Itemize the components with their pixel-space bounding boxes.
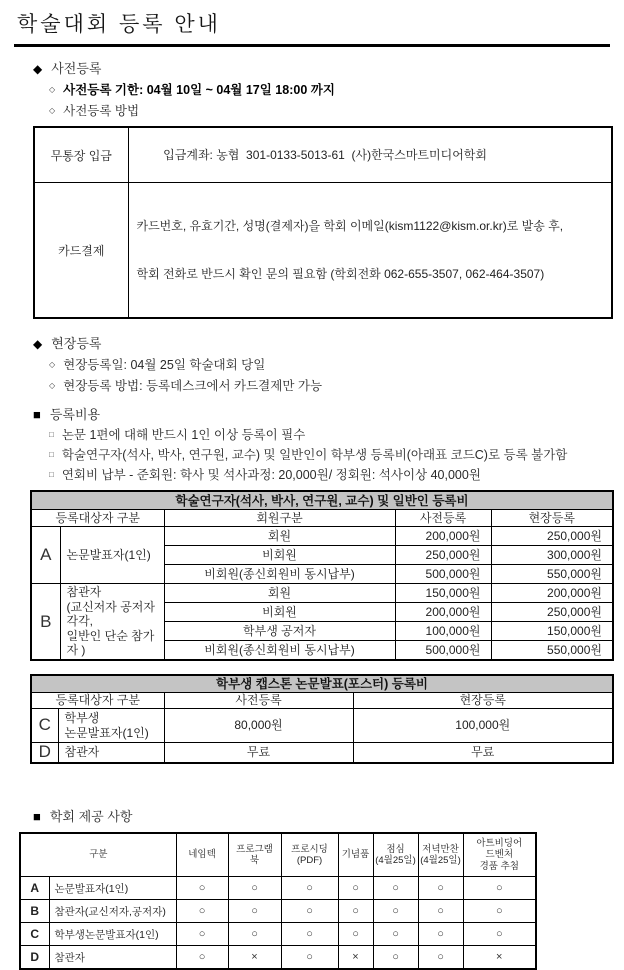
- onsite-fee-cell: 150,000원: [491, 622, 613, 641]
- filled-diamond-icon: ◆: [33, 337, 43, 351]
- table-row: [34, 127, 612, 183]
- provision-mark: ○: [373, 877, 418, 900]
- header-line: (PDF): [296, 855, 323, 866]
- header-line: (4월25일): [375, 855, 416, 866]
- filled-diamond-icon: ◆: [33, 62, 43, 76]
- provision-mark: ○: [338, 923, 373, 946]
- card-payment-line: 카드번호, 유효기간, 성명(결제자)을 학회 이메일(kism1122@kism.or.kr)로 발송 후,: [136, 219, 564, 233]
- col-header-pre-reg: 사전등록: [164, 693, 353, 709]
- provision-mark: ×: [338, 946, 373, 970]
- provision-mark: ○: [281, 946, 338, 970]
- table-row: [20, 923, 536, 946]
- onsite-fee-cell: 100,000원: [353, 709, 613, 743]
- group-label-line: 논문발표자(1인): [64, 725, 149, 740]
- table-header-row: [31, 510, 613, 527]
- pre-reg-method: [49, 103, 624, 119]
- payment-detail-cell: [128, 127, 612, 183]
- pre-fee-cell: 500,000원: [395, 565, 491, 584]
- table-header-row: [31, 693, 613, 709]
- onsite-fee-cell: 550,000원: [491, 565, 613, 584]
- group-label-line: 논문발표자(1인): [66, 547, 151, 562]
- table-row: [31, 709, 613, 743]
- section-heading: 사전등록: [51, 61, 102, 76]
- table-title-row: [31, 675, 613, 693]
- provision-mark: ○: [176, 900, 228, 923]
- onsite-fee-cell: 250,000원: [491, 603, 613, 622]
- student-fee-table: [30, 674, 614, 764]
- group-code-cell: B: [31, 584, 60, 661]
- filled-square-icon: ■: [33, 809, 41, 824]
- group-code-cell: D: [31, 743, 58, 764]
- open-square-icon: □: [49, 450, 54, 459]
- member-type-cell: 비회원: [164, 546, 395, 565]
- header-line: 점심: [386, 843, 405, 855]
- provision-mark: ○: [418, 946, 463, 970]
- open-diamond-icon: ◇: [49, 381, 56, 390]
- col-header-program-book: [228, 833, 281, 877]
- member-type-cell: 회원: [164, 584, 395, 603]
- header-line: 드벤처: [485, 849, 514, 861]
- header-line: 아트비딩어: [476, 837, 523, 849]
- table-row: [31, 743, 613, 764]
- group-label-line: (교신저자 공저자 각각,: [66, 599, 155, 629]
- group-code-cell: C: [31, 709, 58, 743]
- provision-mark: ×: [228, 946, 281, 970]
- section-onsite-registration: [33, 336, 624, 352]
- page-title: 학술대회 등록 안내: [17, 13, 221, 36]
- section-pre-registration: [33, 61, 624, 77]
- row-label-cell: 논문발표자(1인): [49, 877, 176, 900]
- group-label-line: 일반인 단순 참가자 ): [66, 628, 155, 658]
- col-header-category: 구분: [20, 833, 176, 877]
- title-underline: [14, 44, 610, 47]
- group-label-line: 학부생: [64, 711, 100, 725]
- open-square-icon: □: [49, 430, 54, 439]
- member-type-cell: 회원: [164, 527, 395, 546]
- row-label-cell: 참관자: [49, 946, 176, 970]
- row-label-cell: 참관자(교신저자,공저자): [49, 900, 176, 923]
- provision-mark: ○: [176, 877, 228, 900]
- pre-fee-cell: 150,000원: [395, 584, 491, 603]
- payment-method-table: [33, 126, 613, 319]
- col-header-onsite-reg: 현장등록: [491, 510, 613, 527]
- section-heading: 등록비용: [49, 407, 101, 422]
- onsite-fee-cell: 200,000원: [491, 584, 613, 603]
- row-code-cell: C: [20, 923, 49, 946]
- pre-reg-deadline: [49, 82, 624, 98]
- provision-mark: ○: [281, 900, 338, 923]
- group-code-cell: A: [31, 527, 60, 584]
- onsite-day: [49, 357, 624, 373]
- researcher-fee-table: [30, 490, 614, 661]
- provision-mark: ○: [418, 877, 463, 900]
- provisions-table: [19, 832, 537, 970]
- group-label-cell: [58, 709, 164, 743]
- col-header-target: 등록대상자 구분: [31, 693, 164, 709]
- pre-fee-cell: 200,000원: [395, 603, 491, 622]
- provision-mark: ○: [338, 900, 373, 923]
- row-code-cell: B: [20, 900, 49, 923]
- fees-bullet-text: 학술연구자(석사, 박사, 연구원, 교수) 및 일반인이 학부생 등록비(아래표 코드C)로 등록 불가함: [61, 448, 568, 462]
- group-label-cell: [60, 527, 164, 584]
- col-header-lunch: [373, 833, 418, 877]
- onsite-day-text: 현장등록일: 04월 25일 학술대회 당일: [63, 358, 266, 372]
- open-square-icon: □: [49, 470, 54, 479]
- col-header-target: 등록대상자 구분: [31, 510, 164, 527]
- col-header-member-type: 회원구분: [164, 510, 395, 527]
- header-line: 네임텍: [188, 849, 216, 861]
- member-type-cell: 학부생 공저자: [164, 622, 395, 641]
- section-heading: 학회 제공 사항: [49, 809, 133, 824]
- col-header-prize-draw: [463, 833, 536, 877]
- onsite-method-text: 현장등록 방법: 등록데스크에서 카드결제만 가능: [63, 379, 323, 393]
- header-line: 프로그램: [236, 843, 273, 855]
- provision-mark: ○: [176, 923, 228, 946]
- header-line: 경품 추첨: [479, 860, 519, 872]
- table-row: [31, 527, 613, 546]
- provision-mark: ○: [228, 900, 281, 923]
- table-row: [34, 183, 612, 319]
- pre-fee-cell: 100,000원: [395, 622, 491, 641]
- provision-mark: ×: [463, 946, 536, 970]
- fees-bullet: [49, 467, 624, 483]
- table-row: [31, 584, 613, 603]
- onsite-fee-cell: 550,000원: [491, 641, 613, 661]
- header-line: 기념품: [341, 849, 370, 861]
- pre-fee-cell: 200,000원: [395, 527, 491, 546]
- section-provisions: [33, 809, 624, 825]
- provision-mark: ○: [418, 923, 463, 946]
- row-code-cell: D: [20, 946, 49, 970]
- onsite-fee-cell: 250,000원: [491, 527, 613, 546]
- filled-square-icon: ■: [33, 407, 41, 422]
- table-header-row: [20, 833, 536, 877]
- pre-fee-cell: 80,000원: [164, 709, 353, 743]
- onsite-fee-cell: 300,000원: [491, 546, 613, 565]
- provision-mark: ○: [418, 900, 463, 923]
- provision-mark: ○: [228, 877, 281, 900]
- group-label-line: 참관자: [64, 745, 100, 760]
- table-row: [20, 900, 536, 923]
- section-heading: 현장등록: [51, 336, 102, 351]
- fees-bullet-text: 연회비 납부 - 준회원: 학사 및 석사과정: 20,000원/ 정회원: 석사이상 40,000원: [61, 468, 481, 482]
- researcher-table-title: 학술연구자(석사, 박사, 연구원, 교수) 및 일반인 등록비: [31, 491, 613, 510]
- col-header-nametag: [176, 833, 228, 877]
- row-label-cell: 학부생논문발표자(1인): [49, 923, 176, 946]
- col-header-souvenir: [338, 833, 373, 877]
- header-line: (4월25일): [420, 855, 461, 866]
- col-header-proceedings: [281, 833, 338, 877]
- payment-type-cell: 무통장 입금: [34, 127, 128, 183]
- row-code-cell: A: [20, 877, 49, 900]
- col-header-dinner: [418, 833, 463, 877]
- header-line: 프로시딩: [291, 843, 328, 855]
- bank-account-text: 입금계좌: 농협 301-0133-5013-61 (사)한국스마트미디어학회: [163, 148, 487, 162]
- pre-reg-deadline-text: 사전등록 기한: 04월 10일 ~ 04월 17일 18:00 까지: [63, 83, 335, 97]
- provision-mark: ○: [176, 946, 228, 970]
- card-payment-line: 학회 전화로 반드시 확인 문의 필요함 (학회전화 062-655-3507, 062-464-3507): [136, 267, 545, 281]
- payment-type-cell: 카드결제: [34, 183, 128, 319]
- header-line: 북: [249, 855, 260, 866]
- fees-bullet: [49, 447, 624, 463]
- document-page: [0, 11, 624, 964]
- table-row: [20, 877, 536, 900]
- fees-bullet-text: 논문 1편에 대해 반드시 1인 이상 등록이 필수: [61, 428, 306, 442]
- member-type-cell: 비회원: [164, 603, 395, 622]
- provision-mark: ○: [463, 923, 536, 946]
- open-diamond-icon: ◇: [49, 360, 56, 369]
- table-row: [20, 946, 536, 970]
- table-title-row: [31, 491, 613, 510]
- section-fees: [33, 407, 624, 423]
- group-label-cell: [58, 743, 164, 764]
- group-label-line: 참관자: [66, 585, 102, 600]
- provision-mark: ○: [373, 900, 418, 923]
- student-table-title: 학부생 캡스톤 논문발표(포스터) 등록비: [31, 675, 613, 693]
- group-label-cell: [60, 584, 164, 661]
- provision-mark: ○: [373, 946, 418, 970]
- provision-mark: ○: [463, 900, 536, 923]
- provision-mark: ○: [373, 923, 418, 946]
- pre-fee-cell: 무료: [164, 743, 353, 764]
- col-header-pre-reg: 사전등록: [395, 510, 491, 527]
- member-type-cell: 비회원(종신회원비 동시납부): [164, 565, 395, 584]
- payment-detail-cell: [128, 183, 612, 319]
- open-diamond-icon: ◇: [49, 85, 56, 94]
- header-line: 저녁만찬: [422, 843, 459, 855]
- pre-reg-method-text: 사전등록 방법: [63, 104, 140, 118]
- provision-mark: ○: [228, 923, 281, 946]
- provision-mark: ○: [338, 877, 373, 900]
- provision-mark: ○: [281, 877, 338, 900]
- pre-fee-cell: 500,000원: [395, 641, 491, 661]
- open-diamond-icon: ◇: [49, 106, 56, 115]
- onsite-fee-cell: 무료: [353, 743, 613, 764]
- member-type-cell: 비회원(종신회원비 동시납부): [164, 641, 395, 661]
- pre-fee-cell: 250,000원: [395, 546, 491, 565]
- fees-bullet: [49, 427, 624, 443]
- provision-mark: ○: [463, 877, 536, 900]
- col-header-onsite-reg: 현장등록: [353, 693, 613, 709]
- provision-mark: ○: [281, 923, 338, 946]
- onsite-method: [49, 378, 624, 394]
